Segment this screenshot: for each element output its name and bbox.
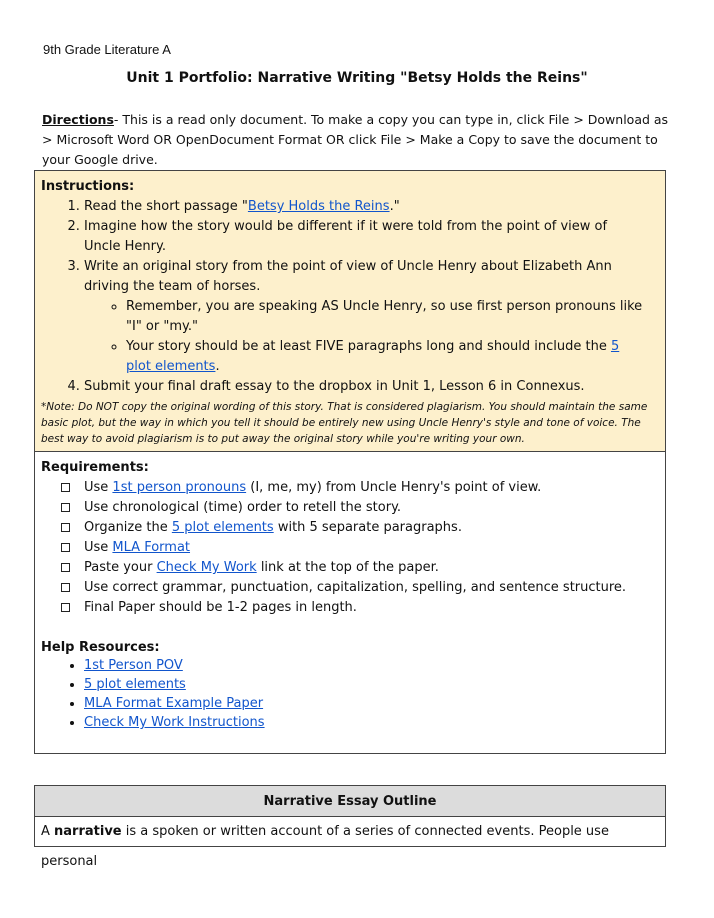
directions-paragraph	[42, 110, 682, 170]
req-6-text: Use correct grammar, punctuation, capitalization, spelling, and sentence structure.	[84, 580, 627, 595]
directions-label: Directions	[42, 112, 114, 127]
instruction-item-1	[84, 197, 644, 217]
subitem-2-end: .	[215, 359, 220, 374]
instruction-item-3	[84, 257, 644, 377]
requirement-item-5	[59, 558, 649, 578]
mla-example-paper-link[interactable]: MLA Format Example Paper	[84, 696, 264, 711]
requirement-item-3	[59, 518, 649, 538]
requirement-item-4	[59, 538, 649, 558]
mla-format-link[interactable]: MLA Format	[112, 540, 191, 555]
outline-text-start: A	[41, 824, 55, 839]
outline-header: Narrative Essay Outline	[34, 785, 666, 817]
help-item	[84, 675, 265, 694]
instruction-subitem-1: ◦ Remember, you are speaking AS Uncle Henry, so use first person pronouns like "I" or "my."	[126, 297, 644, 337]
plot-elements-link[interactable]: 5 plot elements	[126, 339, 620, 374]
first-person-pov-link[interactable]: 1st Person POV	[84, 658, 183, 673]
checkbox-icon	[61, 583, 70, 592]
help-resources-heading: Help Resources:	[41, 640, 160, 655]
betsy-holds-the-reins-link[interactable]: Betsy Holds the Reins	[247, 199, 390, 214]
instruction-item-4: 4. Submit your final draft essay to the dropbox in Unit 1, Lesson 6 in Connexus.	[84, 377, 644, 397]
subitem-2-text: Your story should be at least FIVE paragraphs long and should include the	[126, 339, 611, 354]
requirements-box	[34, 451, 666, 754]
check-my-work-link[interactable]: Check My Work	[156, 560, 257, 575]
document-title: Unit 1 Portfolio: Narrative Writing "Betsy Holds the Reins"	[126, 70, 588, 86]
checkbox-icon	[61, 483, 70, 492]
checkbox-icon	[61, 543, 70, 552]
plot-elements-link[interactable]: 5 plot elements	[171, 520, 274, 535]
instruction-sublist	[84, 297, 644, 377]
help-item	[84, 713, 265, 732]
instructions-list	[41, 197, 644, 397]
requirement-item-2	[59, 498, 649, 518]
instruction-1-text: Read the short passage "	[84, 199, 248, 214]
directions-text: - This is a read only document. To make a copy you can type in, click File > Download as > Microsoft Word OR OpenDocument Format OR click File > Make a Copy to save the document to your Google drive.	[42, 112, 669, 167]
instructions-box	[34, 170, 666, 452]
checkbox-icon	[61, 503, 70, 512]
instruction-1-end: ."	[389, 199, 400, 214]
requirement-item-6	[59, 578, 649, 598]
req-3-end: with 5 separate paragraphs.	[273, 520, 462, 535]
req-2-text: Use chronological (time) order to retell the story.	[84, 500, 402, 515]
req-7-text: Final Paper should be 1-2 pages in length.	[84, 600, 357, 615]
requirements-checklist	[59, 478, 649, 618]
instructions-heading: Instructions:	[41, 179, 135, 194]
requirement-item-7	[59, 598, 649, 618]
req-4-text: Use	[84, 540, 113, 555]
outline-body	[34, 816, 666, 869]
check-my-work-instructions-link[interactable]: Check My Work Instructions	[84, 715, 265, 730]
checkbox-icon	[61, 563, 70, 572]
req-1-text: Use	[84, 480, 113, 495]
help-item	[84, 694, 265, 713]
plagiarism-note: *Note: Do NOT copy the original wording of this story. That is considered plagiarism. You should maintain the same basic plot, but the way in which you tell it should be entirely new using Uncle Henry's style and tone of voice. The best way to avoid plagiarism is to put away the original story while you're writing your own.	[41, 401, 648, 445]
req-5-end: link at the top of the paper.	[256, 560, 439, 575]
first-person-pronouns-link[interactable]: 1st person pronouns	[112, 480, 247, 495]
requirement-item-1	[59, 478, 649, 498]
req-3-text: Organize the	[84, 520, 172, 535]
instruction-3-text: Write an original story from the point of view of Uncle Henry about Elizabeth Ann driving the team of horses.	[84, 259, 612, 294]
help-item	[84, 656, 265, 675]
req-1-end: (I, me, my) from Uncle Henry's point of view.	[246, 480, 542, 495]
course-name: 9th Grade Literature A	[43, 42, 171, 57]
narrative-term: narrative	[54, 824, 122, 839]
instruction-item-2: 2. Imagine how the story would be different if it were told from the point of view of Uncle Henry.	[84, 217, 644, 257]
instruction-subitem-2	[126, 337, 644, 377]
checkbox-icon	[61, 603, 70, 612]
help-resources-list	[41, 656, 265, 732]
requirements-heading: Requirements:	[41, 460, 149, 475]
checkbox-icon	[61, 523, 70, 532]
req-5-text: Paste your	[84, 560, 157, 575]
plot-elements-help-link[interactable]: 5 plot elements	[84, 677, 186, 692]
outline-text: is a spoken or written account of a series of connected events. People use personal	[41, 824, 609, 869]
